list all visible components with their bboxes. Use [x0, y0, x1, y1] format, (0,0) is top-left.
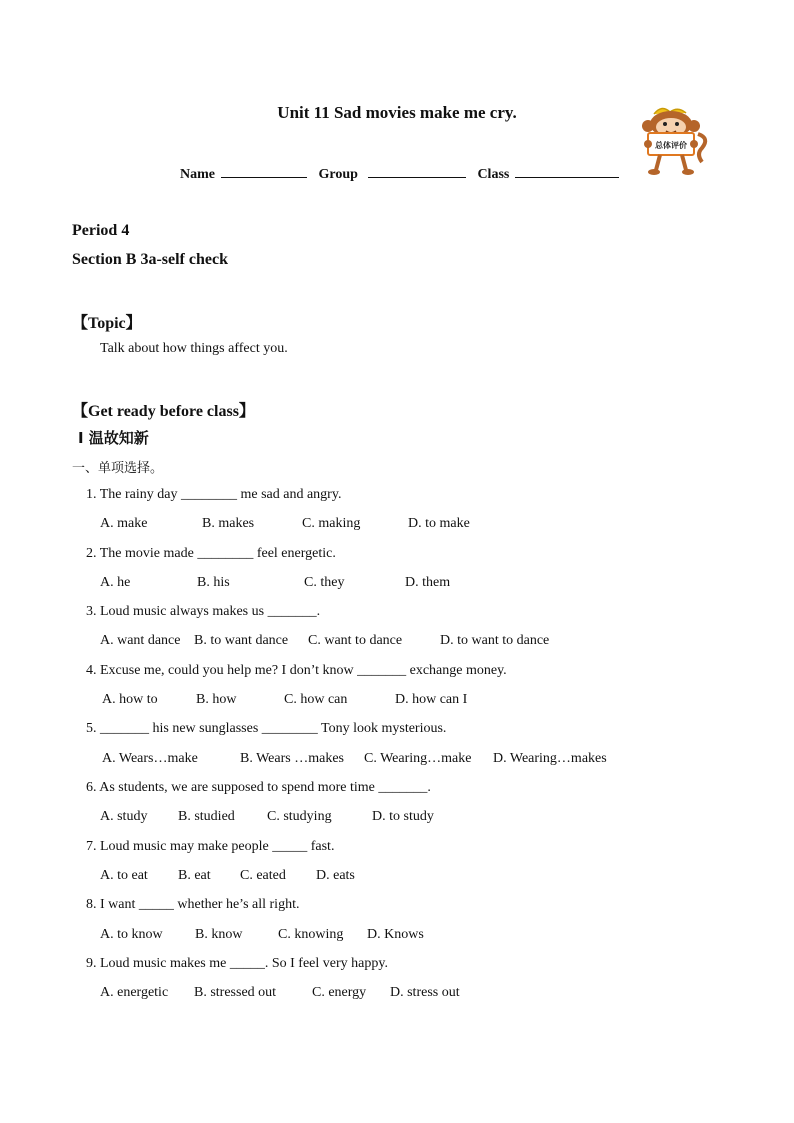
q1-option-b: B. makes	[202, 516, 255, 531]
q7-option-b: B. eat	[178, 868, 211, 883]
class-label: Class	[477, 167, 510, 182]
q6-option-a: A. study	[100, 809, 148, 824]
q1-option-c: C. making	[302, 516, 361, 531]
part-heading: 一、单项选择。	[72, 461, 164, 476]
section-heading: Section B 3a-self check	[72, 251, 228, 268]
q3-option-d: D. to want to dance	[440, 633, 550, 648]
q6-option-b: B. studied	[178, 809, 235, 824]
q6-option-c: C. studying	[267, 809, 332, 824]
page-title: Unit 11 Sad movies make me cry.	[277, 103, 517, 122]
monkey-evaluation-badge	[640, 104, 710, 180]
q7-option-c: C. eated	[240, 868, 286, 883]
name-group-class-line	[180, 164, 627, 183]
question-8: 8. I want _____ whether he’s all right.	[86, 897, 300, 912]
group-blank[interactable]	[368, 164, 466, 178]
q4-option-d: D. how can I	[395, 692, 468, 707]
question-6: 6. As students, we are supposed to spend more time _______.	[86, 780, 431, 795]
q9-option-a: A. energetic	[100, 985, 169, 1000]
q4-option-a: A. how to	[102, 692, 158, 707]
q9-option-d: D. stress out	[390, 985, 460, 1000]
question-2: 2. The movie made ________ feel energetic.	[86, 546, 336, 561]
monkey-icon	[640, 104, 710, 180]
topic-text: Talk about how things affect you.	[100, 341, 288, 356]
q2-option-d: D. them	[405, 575, 451, 590]
question-9: 9. Loud music makes me _____. So I feel very happy.	[86, 956, 388, 971]
period-heading: Period 4	[72, 222, 130, 239]
q2-option-a: A. he	[100, 575, 131, 590]
question-1: 1. The rainy day ________ me sad and angry.	[86, 487, 342, 502]
name-blank[interactable]	[221, 164, 307, 178]
q7-option-d: D. eats	[316, 868, 355, 883]
q1-option-a: A. make	[100, 516, 148, 531]
q2-option-c: C. they	[304, 575, 345, 590]
review-subheading: I 温故知新	[78, 429, 149, 447]
question-5: 5. _______ his new sunglasses ________ Tony look mysterious.	[86, 721, 447, 736]
question-4: 4. Excuse me, could you help me? I don’t know _______ exchange money.	[86, 663, 507, 678]
ready-heading: 【Get ready before class】	[72, 403, 255, 420]
q8-option-d: D. Knows	[367, 927, 424, 942]
question-3: 3. Loud music always makes us _______.	[86, 604, 321, 619]
q9-option-b: B. stressed out	[194, 985, 277, 1000]
q3-option-c: C. want to dance	[308, 633, 403, 648]
q8-option-c: C. knowing	[278, 927, 344, 942]
class-blank[interactable]	[515, 164, 619, 178]
q8-option-a: A. to know	[100, 927, 163, 942]
q7-option-a: A. to eat	[100, 868, 148, 883]
badge-label: 总体评价	[655, 141, 687, 150]
group-label: Group	[318, 167, 358, 182]
question-7: 7. Loud music may make people _____ fast.	[86, 839, 335, 854]
name-label: Name	[180, 167, 215, 182]
q3-option-b: B. to want dance	[194, 633, 289, 648]
q5-option-a: A. Wears…make	[102, 751, 198, 766]
q2-option-b: B. his	[197, 575, 230, 590]
q4-option-b: B. how	[196, 692, 237, 707]
q6-option-d: D. to study	[372, 809, 434, 824]
q5-option-c: C. Wearing…make	[364, 751, 472, 766]
q1-option-d: D. to make	[408, 516, 470, 531]
q3-option-a: A. want dance	[100, 633, 181, 648]
q4-option-c: C. how can	[284, 692, 348, 707]
q5-option-d: D. Wearing…makes	[493, 751, 607, 766]
q9-option-c: C. energy	[312, 985, 367, 1000]
topic-heading: 【Topic】	[72, 315, 142, 332]
q5-option-b: B. Wears …makes	[240, 751, 344, 766]
q8-option-b: B. know	[195, 927, 243, 942]
